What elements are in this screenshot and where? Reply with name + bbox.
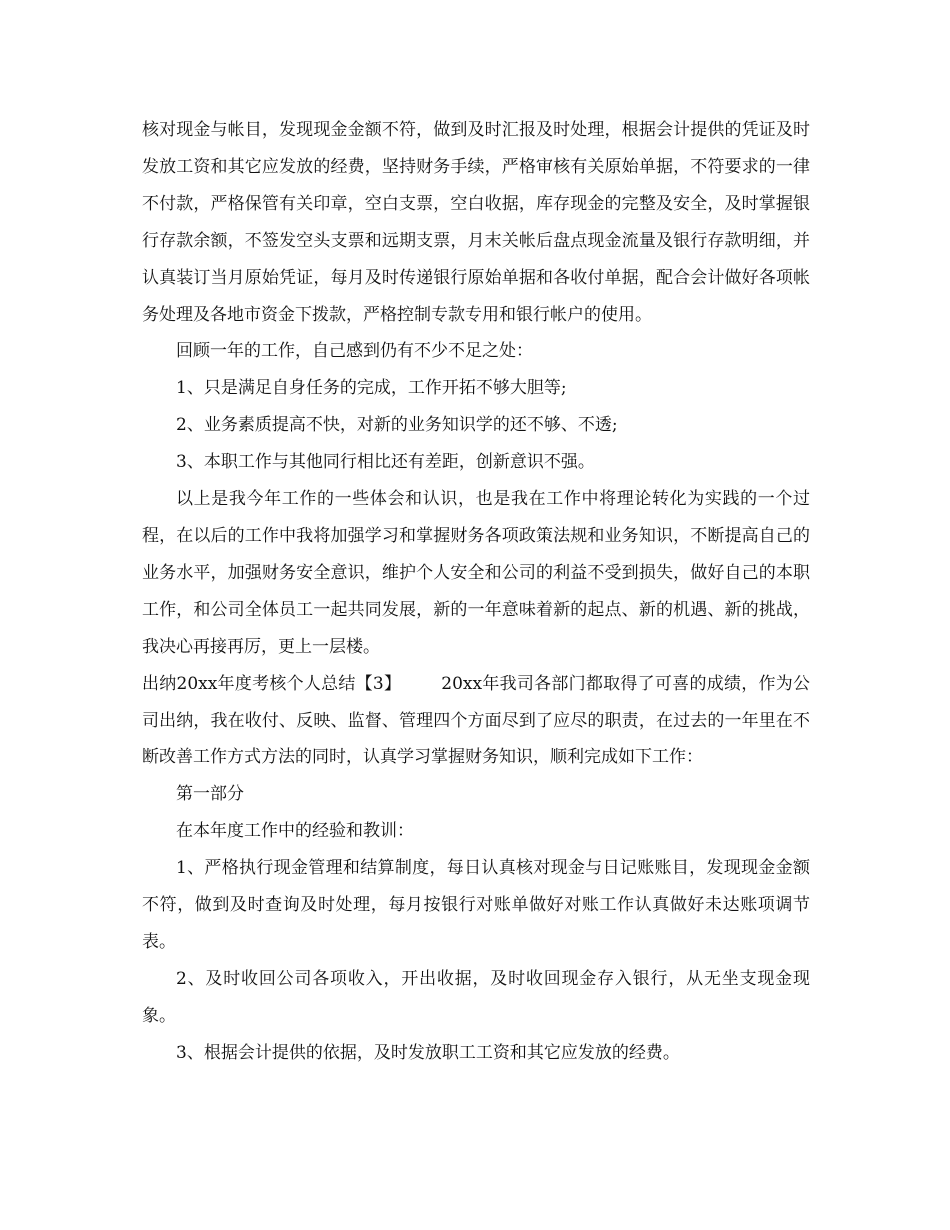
paragraph-10: 1、严格执行现金管理和结算制度，每日认真核对现金与日记账账目，发现现金金额不符，做到及时查询及时处理，每月按银行对账单做好对账工作认真做好未达账项调节表。 [142,858,810,952]
paragraph-1: 核对现金与帐目，发现现金金额不符，做到及时汇报及时处理，根据会计提供的凭证及时发放工资和其它应发放的经费，坚持财务手续，严格审核有关原始单据，不符要求的一律不付款，严格保管有关印章，空白支票，空白收据，库存现金的完整及安全，及时掌握银行存款余额，不签发空头支票和远期支票，月末关帐后盘点现金流量及银行存款明细，并认真装订当月原始凭证，每月及时传递银行原始单据和各收付单据，配合会计做好各项帐务处理及各地市资金下拨款，严格控制专款专用和银行帐户的使用。 [142,120,810,325]
paragraph-3: 1、只是满足自身任务的完成，工作开拓不够大胆等; [176,378,567,399]
paragraph-6: 以上是我今年工作的一些体会和认识，也是我在工作中将理论转化为实践的一个过程，在以后的工作中我将加强学习和掌握财务各项政策法规和业务知识，不断提高自己的业务水平，加强财务安全意识，维护个人安全和公司的利益不受到损失，做好自己的本职工作，和公司全体员工一起共同发展，新的一年意味着新的起点、新的机遇、新的挑战，我决心再接再厉，更上一层楼。 [142,489,810,657]
section-heading: 出纳20xx年度考核个人总结【3】 [142,673,402,694]
paragraph-9: 在本年度工作中的经验和教训： [176,821,414,842]
paragraph-4: 2、业务素质提高不快，对新的业务知识学的还不够、不透; [176,415,618,436]
paragraph-7: 20xx年我司各部门都取得了可喜的成绩，作为公司出纳，我在收付、反映、监督、管理四个方面尽到了应尽的职责，在过去的一年里在不断改善工作方式方法的同时，认真学习掌握财务知识，顺利完成如下工作： [142,673,811,768]
document-body [142,112,810,1072]
paragraph-5: 3、本职工作与其他同行相比还有差距，创新意识不强。 [176,452,595,473]
section-heading-paragraph [142,666,810,777]
paragraph-12: 3、根据会计提供的依据，及时发放职工工资和其它应发放的经费。 [176,1042,680,1063]
paragraph-11: 2、及时收回公司各项收入，开出收据，及时收回现金存入银行，从无坐支现金现象。 [142,968,810,1026]
paragraph-8: 第一部分 [176,784,244,805]
paragraph-2: 回顾一年的工作，自己感到仍有不少不足之处： [176,341,533,362]
